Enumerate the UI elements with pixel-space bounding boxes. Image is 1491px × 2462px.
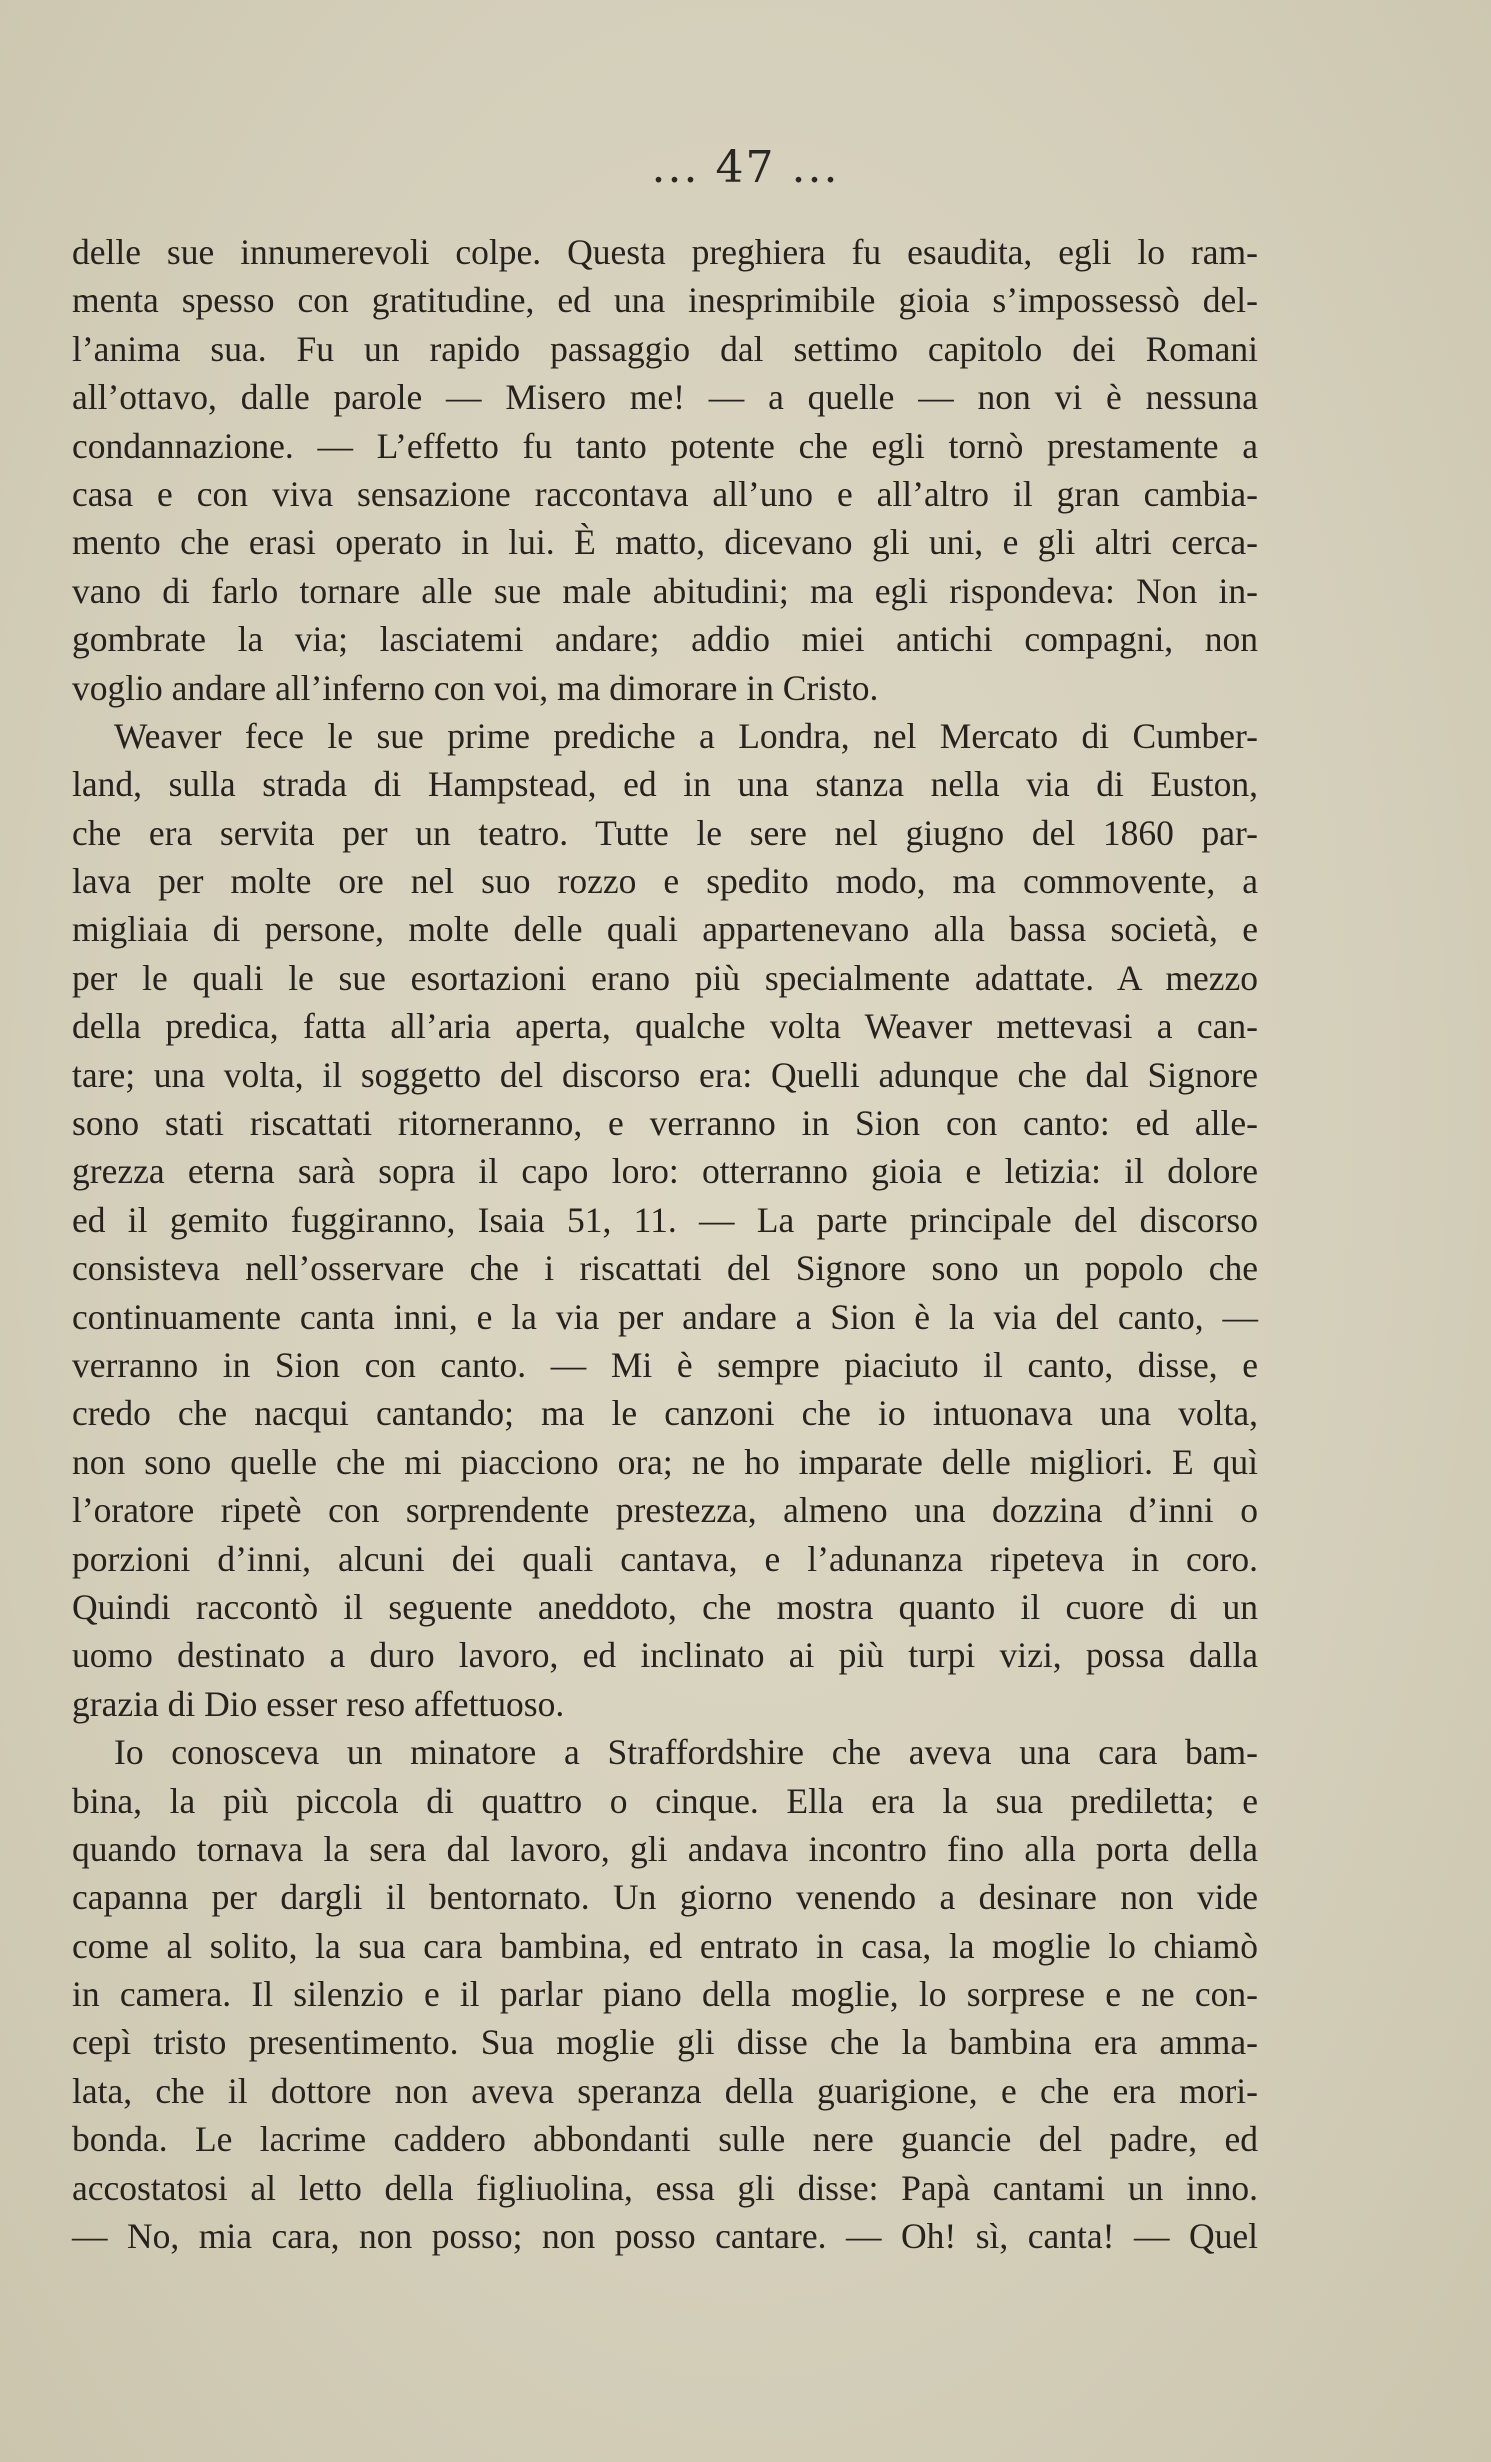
text-line: lava per molte ore nel suo rozzo e spedito modo, ma commovente, a — [72, 861, 1258, 902]
text-line: tare; una volta, il soggetto del discorso era: Quelli adunque che dal Signore — [72, 1054, 1258, 1095]
text-line: menta spesso con gratitudine, ed una inesprimibile gioia s’impossessò del- — [72, 280, 1258, 321]
paragraph — [72, 1728, 1258, 2260]
text-line: bina, la più piccola di quattro o cinque. Ella era la sua prediletta; e — [72, 1780, 1258, 1821]
text-line: all’ottavo, dalle parole — Misero me! — a quelle — non vi è nessuna — [72, 377, 1258, 418]
text-line: in camera. Il silenzio e il parlar piano della moglie, lo sorprese e ne con- — [72, 1974, 1258, 2015]
text-line: che era servita per un teatro. Tutte le sere nel giugno del 1860 par- — [72, 812, 1258, 853]
text-line: condannazione. — L’effetto fu tanto potente che egli tornò prestamente a — [72, 425, 1258, 466]
text-line: gombrate la via; lasciatemi andare; addio miei antichi compagni, non — [72, 619, 1258, 660]
text-line: l’anima sua. Fu un rapido passaggio dal settimo capitolo dei Romani — [72, 328, 1258, 369]
text-line: bonda. Le lacrime caddero abbondanti sulle nere guancie del padre, ed — [72, 2119, 1258, 2160]
text-line: — No, mia cara, non posso; non posso cantare. — Oh! sì, canta! — Quel — [72, 2216, 1258, 2257]
text-line: consisteva nell’osservare che i riscattati del Signore sono un popolo che — [72, 1248, 1258, 1289]
text-line: Io conosceva un minatore a Straffordshire che aveva una cara bam- — [114, 1732, 1258, 1773]
text-line: non sono quelle che mi piacciono ora; ne ho imparate delle migliori. E quì — [72, 1441, 1258, 1482]
text-line: ed il gemito fuggiranno, Isaia 51, 11. — La parte principale del discorso — [72, 1199, 1258, 1240]
paragraph — [72, 228, 1258, 712]
text-line: voglio andare all’inferno con voi, ma dimorare in Cristo. — [72, 667, 879, 708]
body-text — [72, 228, 1258, 2260]
text-line: migliaia di persone, molte delle quali appartenevano alla bassa società, e — [72, 909, 1258, 950]
text-line: l’oratore ripetè con sorprendente prestezza, almeno una dozzina d’inni o — [72, 1490, 1258, 1531]
text-line: quando tornava la sera dal lavoro, gli andava incontro fino alla porta della — [72, 1828, 1258, 1869]
text-line: sono stati riscattati ritorneranno, e verranno in Sion con canto: ed alle- — [72, 1103, 1258, 1144]
text-line: cepì tristo presentimento. Sua moglie gli disse che la bambina era amma- — [72, 2022, 1258, 2063]
text-line: grezza eterna sarà sopra il capo loro: otterranno gioia e letizia: il dolore — [72, 1151, 1258, 1192]
text-line: della predica, fatta all’aria aperta, qualche volta Weaver mettevasi a can- — [72, 1006, 1258, 1047]
text-line: lata, che il dottore non aveva speranza della guarigione, e che era mori- — [72, 2070, 1258, 2111]
page-number: ... 47 ... — [651, 142, 840, 193]
text-line: continuamente canta inni, e la via per andare a Sion è la via del canto, — — [72, 1296, 1258, 1337]
text-line: verranno in Sion con canto. — Mi è sempre piaciuto il canto, disse, e — [72, 1344, 1258, 1385]
text-line: delle sue innumerevoli colpe. Questa preghiera fu esaudita, egli lo ram- — [72, 232, 1258, 272]
text-line: credo che nacqui cantando; ma le canzoni che io intuonava una volta, — [72, 1393, 1258, 1434]
text-line: porzioni d’inni, alcuni dei quali cantava, e l’adunanza ripeteva in coro. — [72, 1538, 1258, 1579]
text-line: uomo destinato a duro lavoro, ed inclinato ai più turpi vizi, possa dalla — [72, 1635, 1258, 1676]
text-line: vano di farlo tornare alle sue male abitudini; ma egli rispondeva: Non in- — [72, 570, 1258, 611]
text-line: Weaver fece le sue prime prediche a Londra, nel Mercato di Cumber- — [114, 715, 1258, 756]
text-line: per le quali le sue esortazioni erano più specialmente adattate. A mezzo — [72, 957, 1258, 998]
text-line: Quindi raccontò il seguente aneddoto, che mostra quanto il cuore di un — [72, 1586, 1258, 1627]
paragraph — [72, 712, 1258, 1728]
text-line: grazia di Dio esser reso affettuoso. — [72, 1683, 565, 1724]
text-line: mento che erasi operato in lui. È matto, dicevano gli uni, e gli altri cerca- — [72, 522, 1258, 563]
text-line: come al solito, la sua cara bambina, ed entrato in casa, la moglie lo chiamò — [72, 1925, 1258, 1966]
text-line: land, sulla strada di Hampstead, ed in una stanza nella via di Euston, — [72, 764, 1258, 805]
text-line: casa e con viva sensazione raccontava all’uno e all’altro il gran cambia- — [72, 473, 1258, 514]
text-line: capanna per dargli il bentornato. Un giorno venendo a desinare non vide — [72, 1877, 1258, 1918]
text-line: accostatosi al letto della figliuolina, essa gli disse: Papà cantami un inno. — [72, 2167, 1258, 2208]
